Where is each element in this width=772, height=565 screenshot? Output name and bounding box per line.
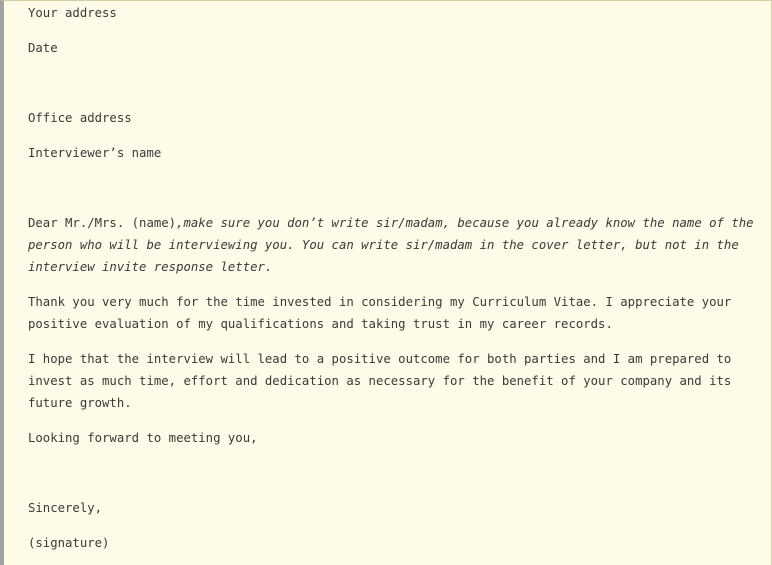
salutation: Dear Mr./Mrs. (name) bbox=[28, 216, 177, 230]
salutation-paragraph bbox=[28, 212, 761, 278]
interviewer-name: Interviewer’s name bbox=[28, 146, 162, 160]
salutation-note: ,make sure you don’t write sir/madam, because you already know the name of the person who will be interviewing you. You can write sir/madam in the cover letter, but not in the interview invite response letter. bbox=[28, 216, 754, 274]
sender-address: Your address bbox=[28, 6, 117, 20]
sign-off: Sincerely, bbox=[28, 501, 103, 515]
letter-date: Date bbox=[28, 41, 58, 55]
office-address: Office address bbox=[28, 111, 132, 125]
body-paragraph-2: I hope that the interview will lead to a positive outcome for both parties and I am prepared to invest as much time, effort and dedication as necessary for the benefit of your company and its future growth. bbox=[28, 352, 732, 410]
body-paragraph-1: Thank you very much for the time invested in considering my Curriculum Vitae. I appreciate your positive evaluation of my qualifications and taking trust in my career records. bbox=[28, 295, 732, 331]
closing-line: Looking forward to meeting you, bbox=[28, 431, 258, 445]
signature: (signature) bbox=[28, 536, 110, 550]
